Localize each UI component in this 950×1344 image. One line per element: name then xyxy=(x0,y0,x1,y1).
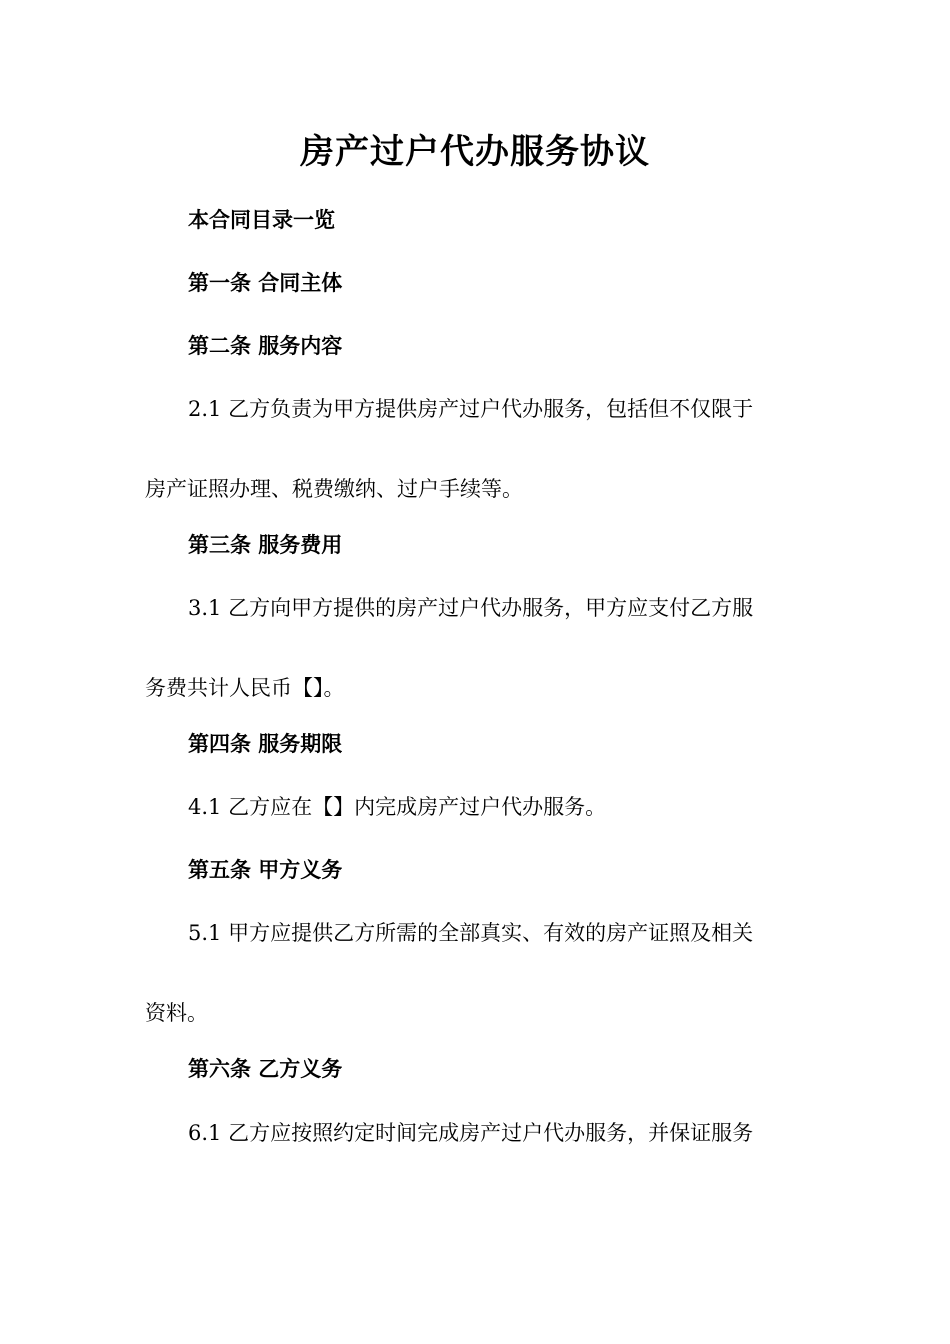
section-heading-3: 第三条 服务费用 xyxy=(188,533,343,557)
section-heading-5: 第五条 甲方义务 xyxy=(188,858,343,882)
toc-heading: 本合同目录一览 xyxy=(188,208,335,232)
section-heading-4: 第四条 服务期限 xyxy=(188,732,343,756)
clause-3-1-line-2: 务费共计人民币【】。 xyxy=(145,676,345,700)
clause-6-1 xyxy=(145,1118,805,1148)
clause-2-1 xyxy=(145,394,805,504)
clause-5-1-line-1: 5.1 甲方应提供乙方所需的全部真实、有效的房产证照及相关 xyxy=(188,921,754,945)
document-title: 房产过户代办服务协议 xyxy=(300,132,650,172)
clause-5-1 xyxy=(145,918,805,1028)
section-heading-1: 第一条 合同主体 xyxy=(188,271,343,295)
clause-4-1 xyxy=(145,792,805,822)
clause-2-1-line-2: 房产证照办理、税费缴纳、过户手续等。 xyxy=(145,477,523,501)
clause-6-1-line-1: 6.1 乙方应按照约定时间完成房产过户代办服务，并保证服务 xyxy=(188,1121,754,1145)
clause-5-1-line-2: 资料。 xyxy=(145,1001,208,1025)
section-heading-6: 第六条 乙方义务 xyxy=(188,1057,343,1081)
clause-2-1-line-1: 2.1 乙方负责为甲方提供房产过户代办服务，包括但不仅限于 xyxy=(188,397,754,421)
clause-3-1-line-1: 3.1 乙方向甲方提供的房产过户代办服务，甲方应支付乙方服 xyxy=(188,596,754,620)
section-heading-2: 第二条 服务内容 xyxy=(188,334,343,358)
clause-3-1 xyxy=(145,593,805,703)
clause-4-1-line-1: 4.1 乙方应在【】内完成房产过户代办服务。 xyxy=(188,795,607,819)
